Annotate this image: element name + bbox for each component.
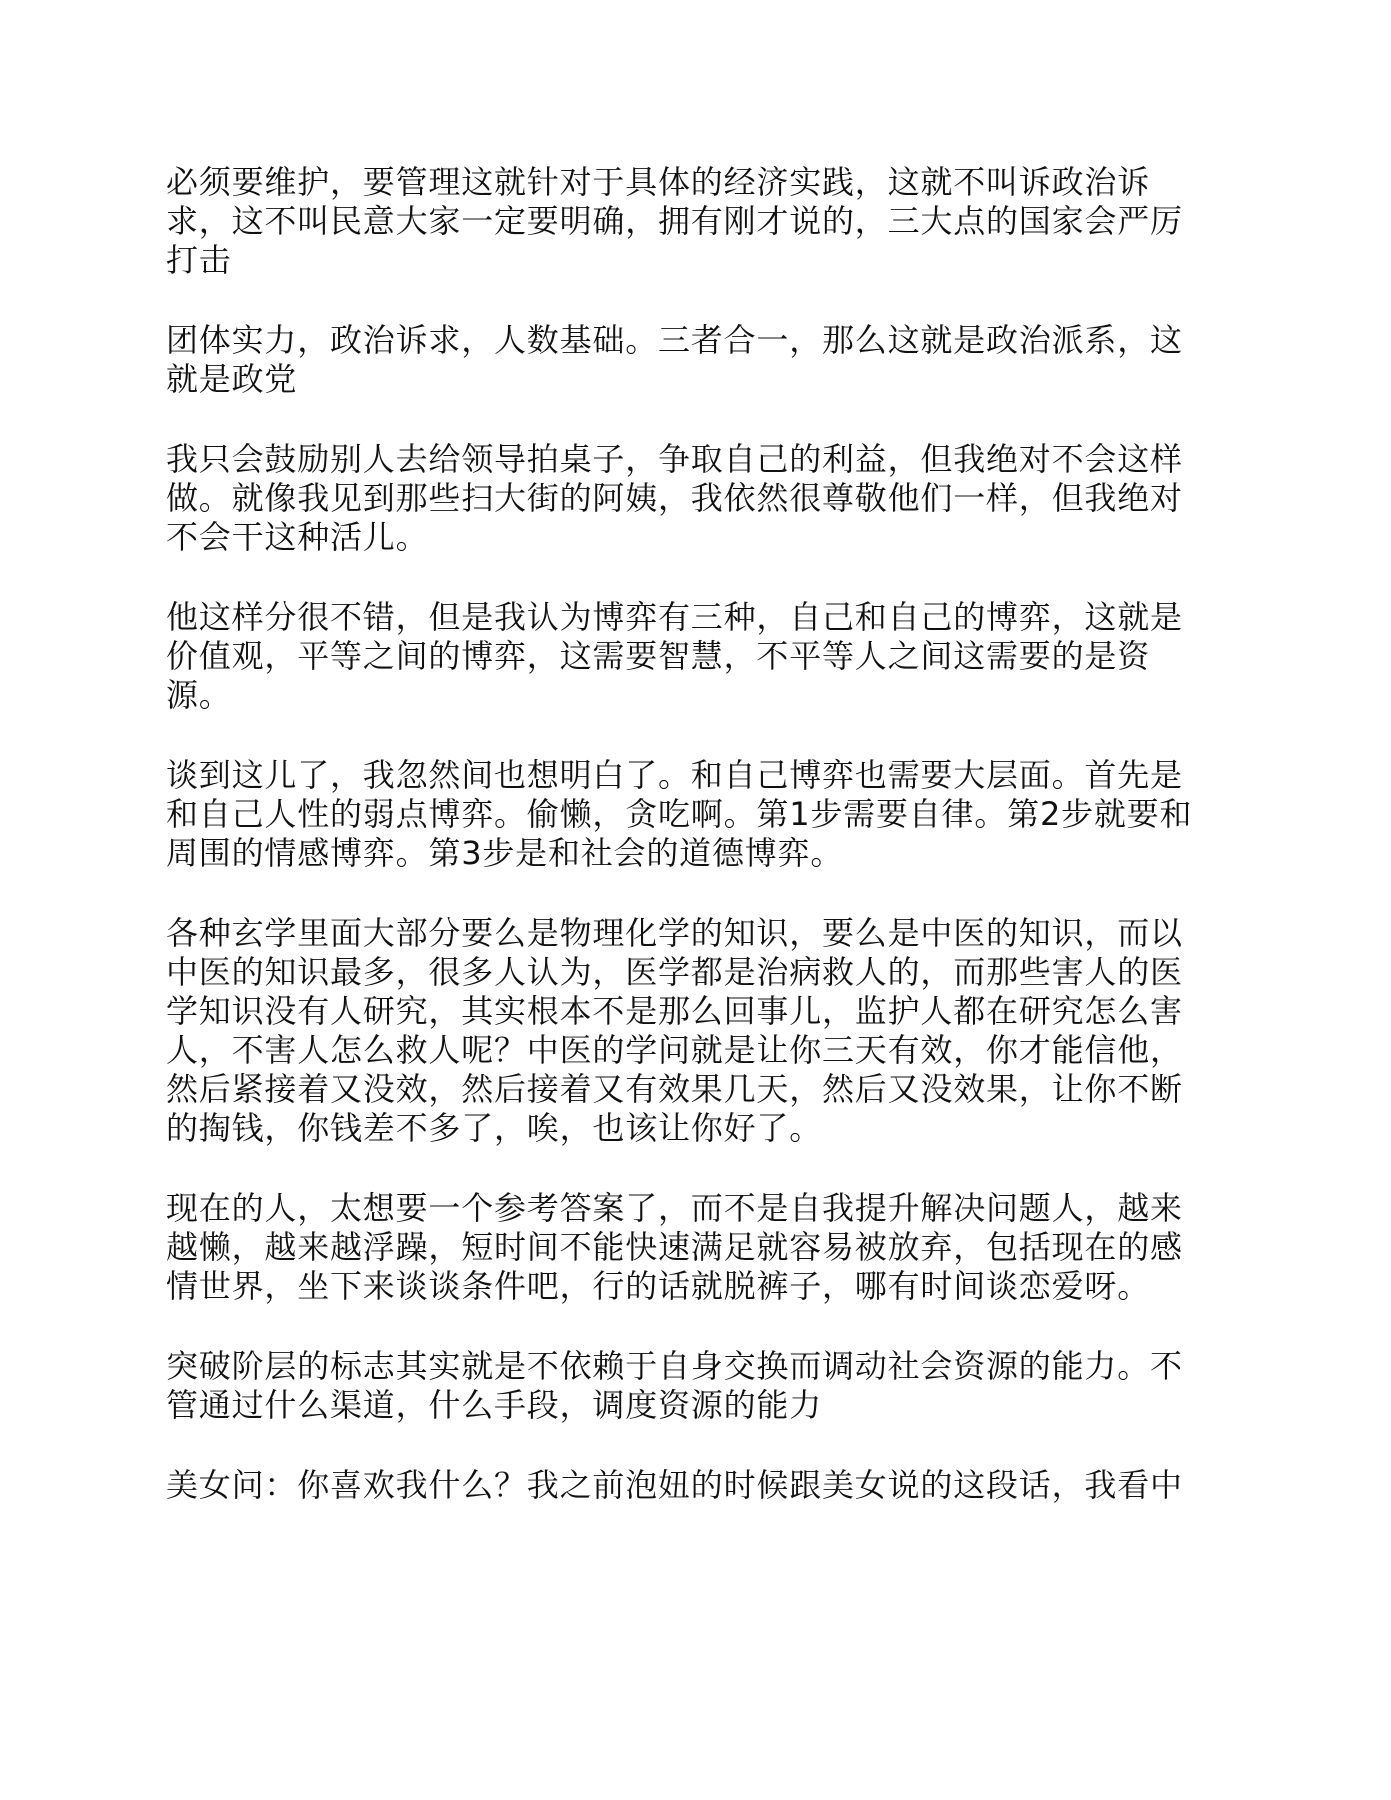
text-line: 求，这不叫民意大家一定要明确，拥有刚才说的，三大点的国家会严厉 <box>166 202 1183 240</box>
paragraph-7 <box>166 1189 1228 1306</box>
text-line: 打击 <box>166 241 232 279</box>
paragraph-3 <box>166 440 1228 557</box>
text-line: 越懒，越来越浮躁，短时间不能快速满足就容易被放弃，包括现在的感 <box>166 1228 1183 1266</box>
text-line: 管通过什么渠道，什么手段，调度资源的能力 <box>166 1386 823 1424</box>
text-line: 价值观，平等之间的博弈，这需要智慧，不平等人之间这需要的是资 <box>166 637 1151 675</box>
paragraph-9 <box>166 1466 1228 1505</box>
text-line: 现在的人，太想要一个参考答案了，而不是自我提升解决问题人，越来 <box>166 1189 1183 1227</box>
paragraph-2 <box>166 321 1228 399</box>
text-line: 美女问：你喜欢我什么？我之前泡妞的时候跟美女说的这段话，我看中 <box>166 1466 1183 1504</box>
text-line: 源。 <box>166 676 232 714</box>
text-line: 然后紧接着又没效，然后接着又有效果几天，然后又没效果，让你不断 <box>166 1070 1183 1108</box>
text-line: 突破阶层的标志其实就是不依赖于自身交换而调动社会资源的能力。不 <box>166 1347 1183 1385</box>
paragraph-4 <box>166 598 1228 715</box>
paragraph-5 <box>166 756 1228 873</box>
paragraph-8 <box>166 1347 1228 1425</box>
text-line: 就是政党 <box>166 360 298 398</box>
text-line: 不会干这种活儿。 <box>166 518 429 556</box>
paragraph-1 <box>166 163 1228 280</box>
text-line: 和自己人性的弱点博弈。偷懒，贪吃啊。第1步需要自律。第2步就要和 <box>166 795 1193 833</box>
text-line: 情世界，坐下来谈谈条件吧，行的话就脱裤子，哪有时间谈恋爱呀。 <box>166 1267 1151 1305</box>
text-line: 做。就像我见到那些扫大街的阿姨，我依然很尊敬他们一样，但我绝对 <box>166 479 1183 517</box>
text-line: 人，不害人怎么救人呢？中医的学问就是让你三天有效，你才能信他， <box>166 1031 1183 1069</box>
text-line: 我只会鼓励别人去给领导拍桌子，争取自己的利益，但我绝对不会这样 <box>166 440 1183 478</box>
paragraph-6 <box>166 914 1228 1148</box>
text-line: 周围的情感博弈。第3步是和社会的道德博弈。 <box>166 834 844 872</box>
text-line: 学知识没有人研究，其实根本不是那么回事儿，监护人都在研究怎么害 <box>166 992 1183 1030</box>
text-line: 中医的知识最多，很多人认为，医学都是治病救人的，而那些害人的医 <box>166 953 1183 991</box>
text-line: 团体实力，政治诉求，人数基础。三者合一，那么这就是政治派系，这 <box>166 321 1183 359</box>
text-line: 他这样分很不错，但是我认为博弈有三种，自己和自己的博弈，这就是 <box>166 598 1183 636</box>
text-line: 谈到这儿了，我忽然间也想明白了。和自己博弈也需要大层面。首先是 <box>166 756 1183 794</box>
text-line: 必须要维护，要管理这就针对于具体的经济实践，这就不叫诉政治诉 <box>166 163 1151 201</box>
text-line: 的掏钱，你钱差不多了，唉，也该让你好了。 <box>166 1109 823 1147</box>
document-body <box>166 163 1228 1546</box>
text-line: 各种玄学里面大部分要么是物理化学的知识，要么是中医的知识，而以 <box>166 914 1183 952</box>
